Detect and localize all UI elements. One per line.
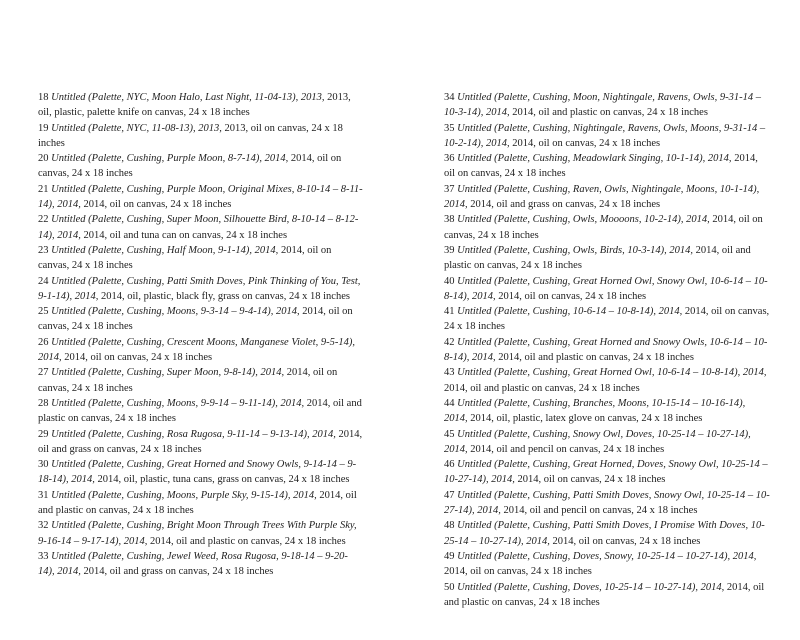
caption-entry xyxy=(444,427,770,458)
entry-title: Untitled (Palette, Cushing, Jewel Weed, Rosa Rugosa, 9-18-14 – 9-20-14), 2014, xyxy=(38,550,348,578)
entry-details: 2014, oil on canvas, 24 x 18 inches xyxy=(38,153,342,180)
entry-title: Untitled (Palette, Cushing, Purple Moon, Original Mixes, 8-10-14 – 8-11-14), 2014, xyxy=(38,183,363,211)
entry-number: 27 xyxy=(38,367,49,379)
entry-title: Untitled (Palette, Cushing, Patti Smith Doves, Pink Thinking of You, Test, 9-1-14), 2014, xyxy=(38,275,361,302)
caption-entry xyxy=(38,549,364,580)
entry-details: 2014, oil, plastic, latex glove on canvas, 24 x 18 inches xyxy=(470,413,703,425)
entry-number: 50 xyxy=(444,581,455,593)
entry-details: 2014, oil and plastic on canvas, 24 x 18 inches xyxy=(38,397,362,425)
entry-details: 2014, oil on canvas, 24 x 18 inches xyxy=(38,306,353,333)
entry-details: 2014, oil on canvas, 24 x 18 inches xyxy=(498,290,647,302)
entry-title: Untitled (Palette, Cushing, Rosa Rugosa, 9-11-14 – 9-13-14), 2014, xyxy=(51,428,336,440)
entry-number: 42 xyxy=(444,336,455,348)
entry-title: Untitled (Palette, Cushing, Patti Smith Doves, Snowy Owl, 10-25-14 – 10-27-14), 2014, xyxy=(444,489,770,517)
entry-number: 18 xyxy=(38,92,49,103)
entry-number: 29 xyxy=(38,428,49,440)
entry-title: Untitled (Palette, Cushing, Great Horned and Snowy Owls, 10-6-14 – 10-8-14), 2014, xyxy=(444,336,768,364)
right-column xyxy=(444,90,770,610)
left-column xyxy=(38,90,364,580)
entry-number: 20 xyxy=(38,153,49,165)
entry-details: 2014, oil on canvas, 24 x 18 inches xyxy=(444,306,770,333)
entry-number: 46 xyxy=(444,459,455,471)
entry-title: Untitled (Palette, Cushing, Bright Moon Through Trees With Purple Sky, 9-16-14 – 9-17-14), 2014, xyxy=(38,520,357,547)
entry-title: Untitled (Palette, Cushing, Crescent Moons, Manganese Violet, 9-5-14), 2014, xyxy=(38,336,355,364)
entry-title: Untitled (Palette, Cushing, Great Horned Owl, 10-6-14 – 10-8-14), 2014, xyxy=(457,367,767,379)
entry-number: 24 xyxy=(38,275,49,287)
entry-number: 48 xyxy=(444,520,455,532)
entry-number: 40 xyxy=(444,275,455,287)
entry-title: Untitled (Palette, Cushing, Nightingale, Ravens, Owls, Moons, 9-31-14 – 10-2-14), 2014, xyxy=(444,122,766,149)
caption-entry xyxy=(38,488,364,519)
entry-title: Untitled (Palette, NYC, 11-08-13), 2013, xyxy=(51,122,222,134)
entry-details: 2014, oil on canvas, 24 x 18 inches xyxy=(517,474,666,486)
entry-title: Untitled (Palette, Cushing, Half Moon, 9-1-14), 2014, xyxy=(51,244,279,256)
caption-entry xyxy=(444,457,770,488)
caption-entry xyxy=(444,274,770,305)
caption-entry xyxy=(38,518,364,549)
entry-details: 2014, oil on canvas, 24 x 18 inches xyxy=(83,199,232,211)
entry-title: Untitled (Palette, Cushing, Moons, Purple Sky, 9-15-14), 2014, xyxy=(51,489,317,501)
entry-details: 2014, oil and grass on canvas, 24 x 18 inches xyxy=(470,199,661,211)
caption-entry xyxy=(38,151,364,182)
entry-details: 2014, oil and pencil on canvas, 24 x 18 inches xyxy=(503,505,698,517)
caption-entry xyxy=(444,365,770,396)
entry-number: 35 xyxy=(444,122,455,134)
entry-details: 2013, oil on canvas, 24 x 18 inches xyxy=(38,122,343,149)
caption-entry xyxy=(38,274,364,305)
entry-details: 2014, oil and plastic on canvas, 24 x 18 inches xyxy=(498,352,694,364)
entry-details: 2014, oil and plastic on canvas, 24 x 18 inches xyxy=(444,244,751,272)
caption-entry xyxy=(444,488,770,519)
caption-entry xyxy=(444,580,770,611)
caption-entry xyxy=(38,90,364,121)
entry-details: 2014, oil on canvas, 24 x 18 inches xyxy=(444,214,763,241)
caption-entry xyxy=(444,243,770,274)
caption-entry xyxy=(38,396,364,427)
entry-number: 23 xyxy=(38,244,49,256)
entry-number: 38 xyxy=(444,214,455,226)
entry-number: 41 xyxy=(444,306,455,318)
caption-entry xyxy=(444,151,770,182)
entry-title: Untitled (Palette, Cushing, Purple Moon, 8-7-14), 2014, xyxy=(51,153,289,165)
entry-title: Untitled (Palette, Cushing, 10-6-14 – 10-8-14), 2014, xyxy=(457,306,683,318)
entry-title: Untitled (Palette, NYC, Moon Halo, Last Night, 11-04-13), 2013, xyxy=(51,92,325,103)
entry-title: Untitled (Palette, Cushing, Doves, Snowy, 10-25-14 – 10-27-14), 2014, xyxy=(457,550,757,562)
entry-details: 2014, oil on canvas, 24 x 18 inches xyxy=(64,352,213,364)
caption-entry xyxy=(38,427,364,458)
entry-details: 2014, oil and plastic on canvas, 24 x 18 inches xyxy=(444,382,640,394)
caption-entry xyxy=(38,243,364,274)
entry-details: 2014, oil and plastic on canvas, 24 x 18 inches xyxy=(512,107,708,119)
right-page xyxy=(400,0,800,640)
entry-number: 44 xyxy=(444,397,455,409)
caption-entry xyxy=(38,182,364,213)
caption-entry xyxy=(38,365,364,396)
caption-entry xyxy=(444,518,770,549)
caption-entry xyxy=(444,396,770,427)
entry-number: 28 xyxy=(38,397,49,409)
entry-number: 26 xyxy=(38,336,49,348)
entry-title: Untitled (Palette, Cushing, Super Moon, Silhouette Bird, 8-10-14 – 8-12-14), 2014, xyxy=(38,214,359,241)
entry-title: Untitled (Palette, Cushing, Branches, Moons, 10-15-14 – 10-16-14), 2014, xyxy=(444,397,746,425)
entry-number: 31 xyxy=(38,489,49,501)
caption-entry xyxy=(444,304,770,335)
entry-details: 2014, oil on canvas, 24 x 18 inches xyxy=(512,137,661,149)
entry-details: 2014, oil and plastic on canvas, 24 x 18 inches xyxy=(444,581,765,608)
entry-number: 45 xyxy=(444,428,455,440)
entry-title: Untitled (Palette, Cushing, Owls, Birds, 10-3-14), 2014, xyxy=(457,244,693,256)
caption-entry xyxy=(444,182,770,213)
caption-entry xyxy=(38,304,364,335)
entry-title: Untitled (Palette, Cushing, Super Moon, 9-8-14), 2014, xyxy=(51,367,285,379)
entry-title: Untitled (Palette, Cushing, Great Horned Owl, Snowy Owl, 10-6-14 – 10-8-14), 2014, xyxy=(444,275,768,302)
entry-title: Untitled (Palette, Cushing, Snowy Owl, Doves, 10-25-14 – 10-27-14), 2014, xyxy=(444,428,751,455)
caption-entry xyxy=(38,335,364,366)
caption-entry xyxy=(444,549,770,580)
entry-number: 32 xyxy=(38,520,49,532)
entry-title: Untitled (Palette, Cushing, Meadowlark Singing, 10-1-14), 2014, xyxy=(457,153,732,165)
entry-title: Untitled (Palette, Cushing, Doves, 10-25-14 – 10-27-14), 2014, xyxy=(457,581,725,593)
entry-details: 2014, oil on canvas, 24 x 18 inches xyxy=(552,535,701,547)
entry-details: 2014, oil and pencil on canvas, 24 x 18 inches xyxy=(470,443,665,455)
entry-title: Untitled (Palette, Cushing, Moons, 9-9-14 – 9-11-14), 2014, xyxy=(51,397,305,409)
entry-details: 2014, oil and tuna can on canvas, 24 x 18 inches xyxy=(83,229,288,241)
entry-title: Untitled (Palette, Cushing, Great Horned, Doves, Snowy Owl, 10-25-14 – 10-27-14), 2014, xyxy=(444,459,768,486)
entry-title: Untitled (Palette, Cushing, Owls, Moooons, 10-2-14), 2014, xyxy=(457,214,710,226)
caption-entry xyxy=(444,121,770,152)
caption-entry xyxy=(444,90,770,121)
entry-number: 49 xyxy=(444,550,455,562)
caption-entry xyxy=(38,121,364,152)
entry-number: 30 xyxy=(38,459,49,471)
entry-details: 2014, oil on canvas, 24 x 18 inches xyxy=(38,367,338,394)
entry-number: 21 xyxy=(38,183,49,195)
caption-entry xyxy=(444,335,770,366)
entry-details: 2013, oil, plastic, palette knife on canvas, 24 x 18 inches xyxy=(38,92,351,119)
entry-details: 2014, oil on canvas, 24 x 18 inches xyxy=(38,244,332,272)
caption-entry xyxy=(38,212,364,243)
entry-details: 2014, oil, plastic, tuna cans, grass on canvas, 24 x 18 inches xyxy=(97,474,350,486)
entry-number: 22 xyxy=(38,214,49,226)
entry-number: 34 xyxy=(444,92,455,103)
entry-number: 37 xyxy=(444,183,455,195)
entry-details: 2014, oil and plastic on canvas, 24 x 18 inches xyxy=(38,489,357,517)
caption-entry xyxy=(38,457,364,488)
entry-title: Untitled (Palette, Cushing, Great Horned and Snowy Owls, 9-14-14 – 9-18-14), 2014, xyxy=(38,459,357,486)
caption-entry xyxy=(444,212,770,243)
entry-details: 2014, oil on canvas, 24 x 18 inches xyxy=(444,153,758,180)
entry-number: 33 xyxy=(38,550,49,562)
entry-title: Untitled (Palette, Cushing, Moon, Nightingale, Ravens, Owls, 9-31-14 – 10-3-14), 2014, xyxy=(444,92,762,119)
entry-details: 2014, oil, plastic, black fly, grass on canvas, 24 x 18 inches xyxy=(101,290,350,302)
entry-title: Untitled (Palette, Cushing, Patti Smith Doves, I Promise With Doves, 10-25-14 – 10-27-14), 2014, xyxy=(444,520,765,547)
entry-number: 25 xyxy=(38,306,49,318)
entry-details: 2014, oil and grass on canvas, 24 x 18 inches xyxy=(83,566,274,578)
entry-number: 36 xyxy=(444,153,455,165)
entry-title: Untitled (Palette, Cushing, Raven, Owls, Nightingale, Moons, 10-1-14), 2014, xyxy=(444,183,760,211)
entry-details: 2014, oil on canvas, 24 x 18 inches xyxy=(444,566,592,578)
entry-title: Untitled (Palette, Cushing, Moons, 9-3-14 – 9-4-14), 2014, xyxy=(51,306,300,318)
entry-number: 19 xyxy=(38,122,49,134)
entry-details: 2014, oil and plastic on canvas, 24 x 18 inches xyxy=(149,535,346,547)
entry-number: 47 xyxy=(444,489,455,501)
entry-details: 2014, oil and grass on canvas, 24 x 18 inches xyxy=(38,428,363,455)
entry-number: 39 xyxy=(444,244,455,256)
entry-number: 43 xyxy=(444,367,455,379)
